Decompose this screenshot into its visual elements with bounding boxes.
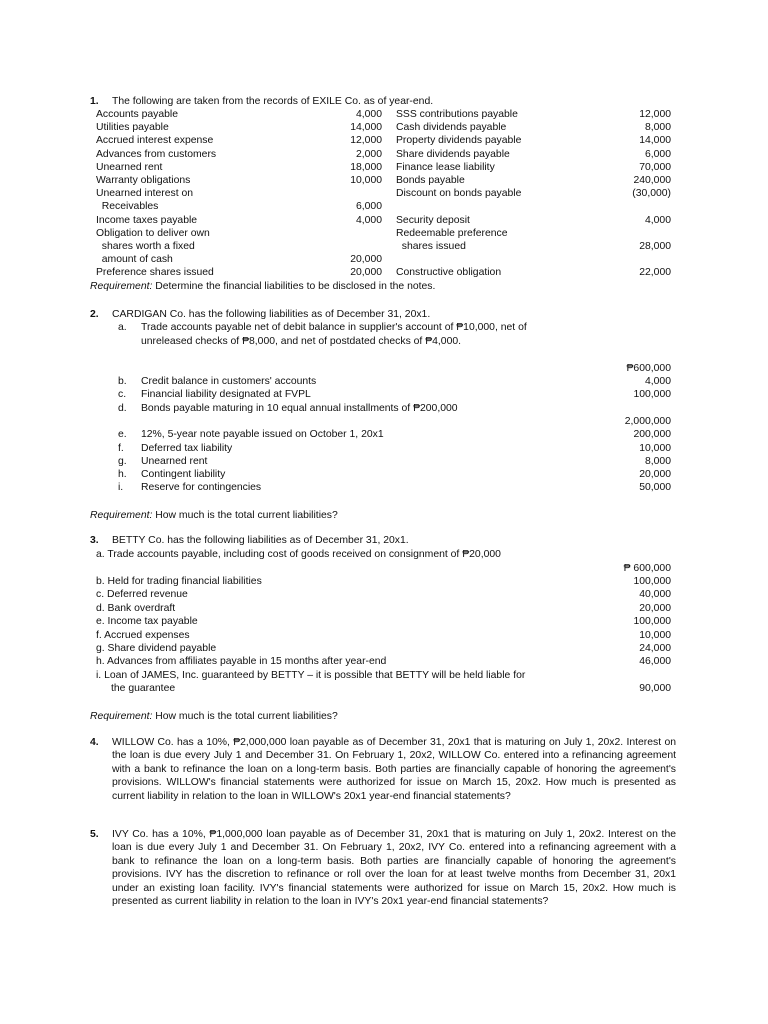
q3-item-amount: 10,000 [639,629,671,641]
q1-right-amount: 70,000 [639,161,671,173]
q1-left-label: shares worth a fixed [96,241,195,252]
q1-left-label: Obligation to deliver own [96,227,210,239]
q1-right-amount: 8,000 [644,122,671,134]
q1-left-label: Accounts payable [96,109,179,120]
q1-left-label: Preference shares issued [96,267,214,279]
q1-left-label: Accrued interest expense [96,135,214,147]
q4-number: 4. [90,737,99,748]
q2-item-amount: 4,000 [644,376,671,387]
q1-left-label: Warranty obligations [96,175,191,186]
q5-text: IVY Co. has a 10%, ₱1,000,000 loan payable as of December 31, 20x1 that is maturing on July 1, 20x2. Interest on the loan is due every July 1 and December 31. On February 1, 20x2, IVY Co. entered into a refinancing agreement with a bank to refinance the loan on a long-term basis. Both parties are financially capable of honoring the agreement's provisions. IVY has the discretion to refinance or roll over the loan for at least twelve months from December 31, 20x1 under an existing loan facility. IVY's financial statements were authorized for issue on March 15, 20x2. How much is presented as current liability in relation to the loan in IVY's 20x1 year-end financial statements? [112,829,676,908]
q3-item-amount: 20,000 [639,602,671,614]
q1-left-amount: 20,000 [350,254,382,266]
q1-right-amount: 28,000 [639,241,671,252]
q1-left-amount: 4,000 [355,214,382,226]
q1-right-amount: (30,000) [632,188,671,200]
q5-number: 5. [90,829,99,840]
q3-req-text: How much is the total current liabilities? [152,711,338,722]
q2-item-letter: c. [118,389,127,401]
q1-req-label: Requirement: [90,281,153,292]
q2-item-label: 12%, 5-year note payable issued on October 1, 20x1 [141,429,384,441]
q4-text: WILLOW Co. has a 10%, ₱2,000,000 loan payable as of December 31, 20x1 that is maturing on July 1, 20x2. Interest on the loan is due every July 1 and December 31. On February 1, 20x2, WILLOW Co. entered into a refinancing agreement with a bank to refinance the loan on a long-term basis. Both parties are financially capable of honoring the agreement's provisions. WILLOW's financial statements were authorized for issue on March 15, 20x2. How much is presented as current liability in relation to the loan in WILLOW's 20x1 year-end financial statements? [112,737,676,802]
q1-right-amount: 12,000 [639,109,671,120]
q1-right-label: Share dividends payable [396,148,510,160]
q1-right-label: Discount on bonds payable [396,188,522,200]
q2-item-label: Financial liability designated at FVPL [141,389,311,401]
q3-item-a: a. Trade accounts payable, including cost of goods received on consignment of ₱20,000 [96,549,501,560]
q3-item-amount: 100,000 [633,576,671,587]
q2-item-a-amount: ₱600,000 [626,363,671,374]
q1-requirement [90,280,435,293]
q3-item-amount: 24,000 [639,643,671,654]
q2-item-letter: e. [118,429,127,441]
q1-right-amount: 6,000 [644,148,671,160]
q1-left-label: Advances from customers [96,148,217,160]
q1-number: 1. [90,96,99,107]
q3-req-label: Requirement: [90,711,153,722]
q1-left-amount: 2,000 [355,148,382,160]
q1-left-amount: 14,000 [350,122,382,134]
q1-right-amount: 22,000 [639,267,671,279]
q1-left-label: Unearned rent [96,161,163,173]
q1-right-amount: 14,000 [639,135,671,147]
q1-left-label: Utilities payable [96,122,169,134]
q2-item-label: Bonds payable maturing in 10 equal annual installments of ₱200,000 [141,402,458,414]
q1-right-label: Property dividends payable [396,135,522,147]
q3-item-amount: 46,000 [639,656,671,668]
q3-item-i-line1: i. Loan of JAMES, Inc. guaranteed by BETTY – it is possible that BETTY will be held liable for [96,670,526,681]
q3-item-label: g. Share dividend payable [96,643,217,654]
q3-requirement [90,710,338,723]
q1-left-amount: 12,000 [350,135,382,147]
q1-left-amount: 4,000 [355,109,382,120]
q1-left-label: Unearned interest on [96,188,194,200]
q2-item-amount: 50,000 [639,482,671,494]
q2-item-letter: i. [118,482,124,494]
q1-right-label: shares issued [396,241,466,252]
q3-item-amount: 100,000 [633,616,671,628]
q2-item-label: Credit balance in customers' accounts [141,376,317,387]
q2-item-amount: 8,000 [644,455,671,467]
q1-right-label: Finance lease liability [396,161,495,173]
q2-item-label: Contingent liability [141,469,226,481]
q2-item-a-letter: a. [118,322,127,333]
q2-item-letter: h. [118,469,127,481]
q3-item-label: c. Deferred revenue [96,589,188,601]
q3-item-label: h. Advances from affiliates payable in 15 months after year-end [96,656,387,668]
q2-req-label: Requirement: [90,510,153,521]
q3-item-label: b. Held for trading financial liabilities [96,576,262,587]
q3-item-amount: 40,000 [639,589,671,601]
q2-item-amount: 2,000,000 [624,415,671,427]
q2-item-letter: d. [118,402,127,414]
q3-number: 3. [90,535,99,546]
q1-left-label: Income taxes payable [96,214,198,226]
q3-item-label: d. Bank overdraft [96,602,176,614]
q3-item-i-amount: 90,000 [639,683,671,694]
q2-intro: CARDIGAN Co. has the following liabilities as of December 31, 20x1. [112,309,431,320]
q1-right-label: Cash dividends payable [396,122,507,134]
q2-number: 2. [90,309,99,320]
q2-item-letter: g. [118,455,127,467]
q1-right-label: Security deposit [396,214,470,226]
q2-item-a-line1: Trade accounts payable net of debit balance in supplier's account of ₱10,000, net of [141,322,527,333]
q2-item-amount: 10,000 [639,442,671,454]
q1-req-text: Determine the financial liabilities to be disclosed in the notes. [152,281,436,292]
q1-right-label: Redeemable preference [396,227,508,239]
q2-item-label: Deferred tax liability [141,442,233,454]
q3-intro: BETTY Co. has the following liabilities as of December 31, 20x1. [112,535,409,546]
q1-right-amount: 240,000 [633,175,671,186]
q2-item-letter: f. [118,442,124,454]
q2-item-amount: 100,000 [633,389,671,401]
q1-right-label: Constructive obligation [396,267,502,279]
q1-left-amount: 20,000 [350,267,382,279]
q2-item-amount: 200,000 [633,429,671,441]
q1-left-amount: 18,000 [350,161,382,173]
q1-left-label: amount of cash [96,254,173,266]
q3-item-label: e. Income tax payable [96,616,198,628]
q2-item-label: Unearned rent [141,455,208,467]
q2-item-letter: b. [118,376,127,387]
q1-left-amount: 6,000 [355,201,382,213]
q1-right-label: Bonds payable [396,175,465,186]
q1-right-amount: 4,000 [644,214,671,226]
q1-right-label: SSS contributions payable [396,109,518,120]
q3-item-a-amount: ₱ 600,000 [623,563,671,574]
q2-item-a-line2: unreleased checks of ₱8,000, and net of postdated checks of ₱4,000. [141,336,462,347]
q2-requirement [90,509,338,522]
q3-item-i-line2: the guarantee [111,683,176,694]
q3-item-label: f. Accrued expenses [96,629,190,641]
q1-left-amount: 10,000 [350,175,382,186]
q2-item-label: Reserve for contingencies [141,482,262,494]
q2-req-text: How much is the total current liabilities? [152,510,338,521]
q2-item-amount: 20,000 [639,469,671,481]
q1-left-label: Receivables [96,201,159,213]
q1-intro: The following are taken from the records of EXILE Co. as of year-end. [112,96,434,107]
